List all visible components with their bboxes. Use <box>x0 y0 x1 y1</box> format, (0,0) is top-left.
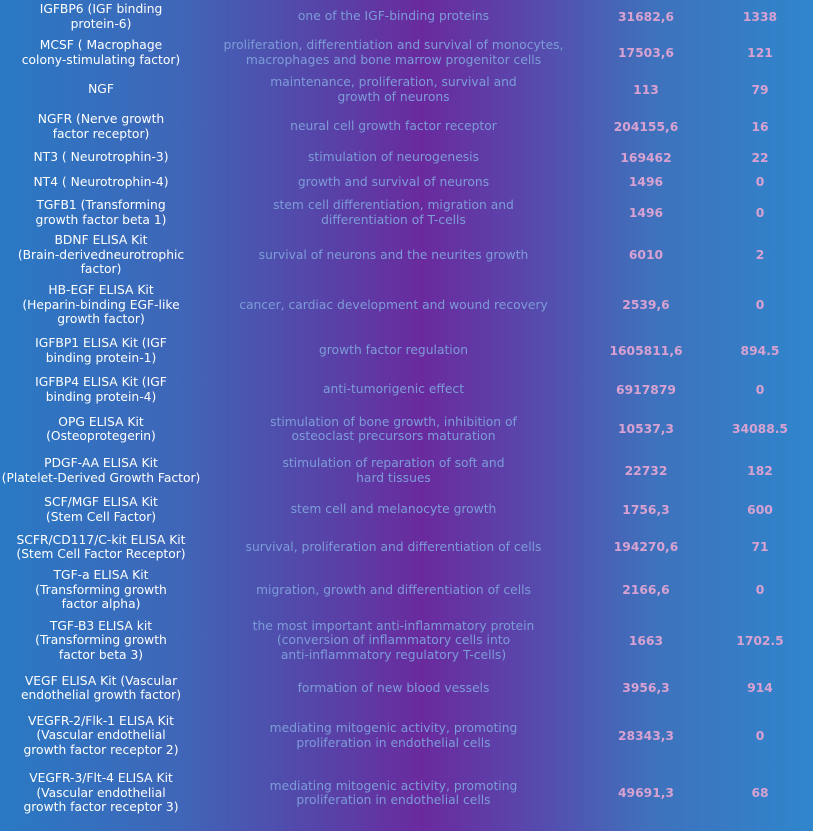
function-line: stem cell and melanocyte growth <box>290 502 497 517</box>
factor-name-line: endothelial growth factor) <box>20 688 182 702</box>
table-row <box>0 146 813 169</box>
value-cell-2: 894.5 <box>740 343 780 358</box>
factor-name-cell <box>0 107 202 146</box>
function-line: anti-tumorigenic effect <box>322 382 465 397</box>
function-line: formation of new blood vessels <box>297 680 490 695</box>
value-cell-2: 1702.5 <box>736 633 784 648</box>
function-cell <box>202 72 585 107</box>
table-row <box>0 33 813 72</box>
value-cell-1: 1756,3 <box>622 502 670 517</box>
factor-name-line: SCFR/CD117/C-kit ELISA Kit <box>16 532 186 547</box>
factor-name-line: binding protein-4) <box>45 389 157 404</box>
factor-name-line: TGF-a ELISA Kit <box>53 568 149 583</box>
value-cell-2: 0 <box>755 205 765 220</box>
table-row <box>0 280 813 330</box>
factor-name-line: OPG ELISA Kit <box>58 414 144 429</box>
function-line: stimulation of bone growth, inhibition of <box>270 414 517 429</box>
table-row <box>0 709 813 762</box>
factor-name-cell <box>0 0 202 33</box>
value-cell-2: 68 <box>751 786 769 800</box>
function-line: stimulation of reparation of soft and <box>282 456 505 470</box>
value-cell-1: 49691,3 <box>617 786 674 800</box>
function-line: stimulation of neurogenesis <box>307 150 479 165</box>
value-cell-1: 194270,6 <box>613 540 679 554</box>
value-cell-1: 1496 <box>628 205 664 220</box>
factor-name-line: (Vascular endothelial <box>36 785 166 800</box>
function-cell <box>202 230 585 280</box>
factor-name-line: MCSF ( Macrophage <box>39 38 163 52</box>
value-cell-1: 2166,6 <box>622 583 670 597</box>
factor-name-line: SCF/MGF ELISA Kit <box>44 495 158 509</box>
value-cell-2: 914 <box>747 681 773 695</box>
factor-name-cell <box>0 709 202 762</box>
function-cell <box>202 762 585 824</box>
factor-name-line: factor alpha) <box>61 597 141 612</box>
function-cell <box>202 0 585 33</box>
factor-name-line: growth factor receptor 3) <box>23 800 179 815</box>
value-cell-1: 1605811,6 <box>609 343 683 358</box>
table-row <box>0 230 813 280</box>
table-row <box>0 566 813 614</box>
value-cell-1: 113 <box>633 82 659 97</box>
factor-name-cell <box>0 566 202 614</box>
factor-name-cell <box>0 450 202 491</box>
function-cell <box>202 195 585 230</box>
value-cell-2: 0 <box>755 175 765 189</box>
factor-name-line: (Transforming growth <box>35 582 167 597</box>
value-cell-1: 10537,3 <box>617 422 674 436</box>
function-cell <box>202 528 585 566</box>
value-cell-1: 6010 <box>628 248 664 262</box>
factor-name-line: IGFBP1 ELISA Kit (IGF <box>35 336 167 350</box>
table-row <box>0 450 813 491</box>
value-cell-1: 22732 <box>624 463 668 478</box>
function-cell <box>202 709 585 762</box>
function-cell <box>202 146 585 169</box>
table-row <box>0 72 813 107</box>
table-row <box>0 0 813 33</box>
value-cell-1: 1496 <box>628 175 664 189</box>
factor-name-cell <box>0 169 202 195</box>
table-row <box>0 408 813 450</box>
function-line: mediating mitogenic activity, promoting <box>269 721 518 735</box>
table-row <box>0 491 813 528</box>
function-line: the most important anti-inflammatory protein <box>252 618 535 633</box>
factor-name-line: NT3 ( Neurotrophin-3) <box>33 150 169 165</box>
factor-name-cell <box>0 371 202 408</box>
factor-name-cell <box>0 667 202 709</box>
factor-name-line: VEGF ELISA Kit (Vascular <box>24 673 178 688</box>
value-cell-1: 31682,6 <box>617 9 674 24</box>
factor-name-line: factor) <box>80 262 122 277</box>
value-cell-2: 79 <box>751 82 769 97</box>
value-cell-1: 3956,3 <box>622 681 670 695</box>
factor-name-line: growth factor receptor 2) <box>23 742 179 757</box>
value-cell-2: 0 <box>755 728 765 743</box>
factor-name-cell <box>0 72 202 107</box>
table-row <box>0 762 813 824</box>
factor-name-cell <box>0 762 202 824</box>
function-line: anti-inflammatory regulatory T-cells) <box>280 647 507 662</box>
factor-name-line: factor beta 3) <box>58 647 144 662</box>
factor-name-line: colony-stimulating factor) <box>21 52 181 67</box>
function-cell <box>202 491 585 528</box>
function-line: growth factor regulation <box>318 343 469 358</box>
factor-name-line: (Heparin-binding EGF-like <box>22 297 180 312</box>
factor-name-line: NT4 ( Neurotrophin-4) <box>33 174 169 189</box>
factor-name-line: IGFBP6 (IGF binding <box>39 2 163 16</box>
function-cell <box>202 280 585 330</box>
factor-name-line: NGF <box>88 82 114 97</box>
value-cell-2: 2 <box>755 248 765 262</box>
value-cell-1: 28343,3 <box>617 728 674 743</box>
function-line: differentiation of T-cells <box>321 212 466 227</box>
function-line: cancer, cardiac development and wound recovery <box>239 297 548 312</box>
factor-name-line: (Stem Cell Factor) <box>45 509 157 524</box>
value-cell-2: 34088.5 <box>731 422 788 436</box>
function-cell <box>202 450 585 491</box>
value-cell-2: 1338 <box>742 9 778 24</box>
function-cell <box>202 330 585 371</box>
function-line: maintenance, proliferation, survival and <box>270 75 517 89</box>
value-cell-2: 71 <box>751 540 769 554</box>
factor-name-line: HB-EGF ELISA Kit <box>48 283 154 298</box>
function-line: growth of neurons <box>337 89 450 104</box>
function-line: one of the IGF-binding proteins <box>297 9 490 24</box>
function-cell <box>202 667 585 709</box>
function-line: mediating mitogenic activity, promoting <box>269 778 518 793</box>
function-line: survival, proliferation and differentiation of cells <box>245 539 542 554</box>
function-cell <box>202 107 585 146</box>
table-row <box>0 195 813 230</box>
value-cell-1: 204155,6 <box>613 119 679 134</box>
factor-name-line: binding protein-1) <box>45 350 157 365</box>
factor-name-line: VEGFR-2/Flk-1 ELISA Kit <box>28 713 174 728</box>
factor-name-line: protein-6) <box>70 16 132 31</box>
factor-name-line: IGFBP4 ELISA Kit (IGF <box>35 375 167 389</box>
value-cell-2: 0 <box>755 382 765 397</box>
function-line: proliferation in endothelial cells <box>296 793 491 807</box>
factor-name-line: TGFB1 (Transforming <box>36 198 166 212</box>
function-line: (conversion of inflammatory cells into <box>276 633 511 648</box>
factor-name-line: (Platelet-Derived Growth Factor) <box>1 470 201 485</box>
factor-name-cell <box>0 491 202 528</box>
factor-name-line: (Stem Cell Factor Receptor) <box>16 547 186 561</box>
function-line: stem cell differentiation, migration and <box>273 198 514 212</box>
factor-name-line: growth factor) <box>57 312 145 327</box>
function-line: survival of neurons and the neurites growth <box>258 247 529 262</box>
factor-name-line: (Brain-derivedneurotrophic <box>17 247 185 262</box>
value-cell-2: 182 <box>747 463 773 478</box>
table-row <box>0 169 813 195</box>
function-line: migration, growth and differentiation of cells <box>256 582 531 597</box>
factor-name-line: TGF-B3 ELISA kit <box>49 618 153 633</box>
factor-name-line: (Transforming growth <box>35 633 167 648</box>
value-cell-2: 22 <box>751 150 769 165</box>
function-line: macrophages and bone marrow progenitor cells <box>245 52 542 67</box>
table-row <box>0 107 813 146</box>
function-cell <box>202 371 585 408</box>
table-row <box>0 667 813 709</box>
table-row <box>0 371 813 408</box>
function-line: proliferation in endothelial cells <box>296 735 491 750</box>
value-cell-2: 121 <box>747 45 773 60</box>
value-cell-2: 16 <box>751 119 769 134</box>
function-line: growth and survival of neurons <box>297 174 490 189</box>
factor-name-line: NGFR (Nerve growth <box>37 112 165 126</box>
table-row <box>0 614 813 667</box>
function-cell <box>202 408 585 450</box>
factor-name-cell <box>0 195 202 230</box>
value-cell-2: 0 <box>755 583 765 597</box>
table-row <box>0 330 813 371</box>
factor-name-cell <box>0 146 202 169</box>
function-cell <box>202 614 585 667</box>
value-cell-2: 0 <box>755 298 765 312</box>
value-cell-1: 169462 <box>620 150 672 165</box>
factor-name-line: (Vascular endothelial <box>36 728 166 743</box>
factor-name-line: (Osteoprotegerin) <box>46 429 156 443</box>
factor-name-cell <box>0 408 202 450</box>
factor-name-cell <box>0 528 202 566</box>
factor-name-line: factor receptor) <box>52 126 150 141</box>
factor-name-cell <box>0 33 202 72</box>
function-cell <box>202 169 585 195</box>
function-line: hard tissues <box>356 470 431 485</box>
factor-name-line: growth factor beta 1) <box>35 212 167 227</box>
function-line: proliferation, differentiation and survival of monocytes, <box>223 38 564 52</box>
value-cell-1: 2539,6 <box>622 298 670 312</box>
table-row <box>0 528 813 566</box>
factor-name-cell <box>0 330 202 371</box>
value-cell-1: 6917879 <box>616 382 676 397</box>
value-cell-1: 17503,6 <box>617 45 674 60</box>
function-cell <box>202 566 585 614</box>
factor-name-line: VEGFR-3/Flt-4 ELISA Kit <box>29 771 173 786</box>
value-cell-1: 1663 <box>628 633 664 648</box>
factor-name-line: BDNF ELISA Kit <box>54 233 148 248</box>
factor-name-cell <box>0 230 202 280</box>
function-line: osteoclast precursors maturation <box>291 429 496 443</box>
factor-name-cell <box>0 280 202 330</box>
factor-name-line: PDGF-AA ELISA Kit <box>44 456 158 470</box>
function-line: neural cell growth factor receptor <box>290 119 497 134</box>
value-cell-2: 600 <box>747 502 773 517</box>
factor-name-cell <box>0 614 202 667</box>
function-cell <box>202 33 585 72</box>
